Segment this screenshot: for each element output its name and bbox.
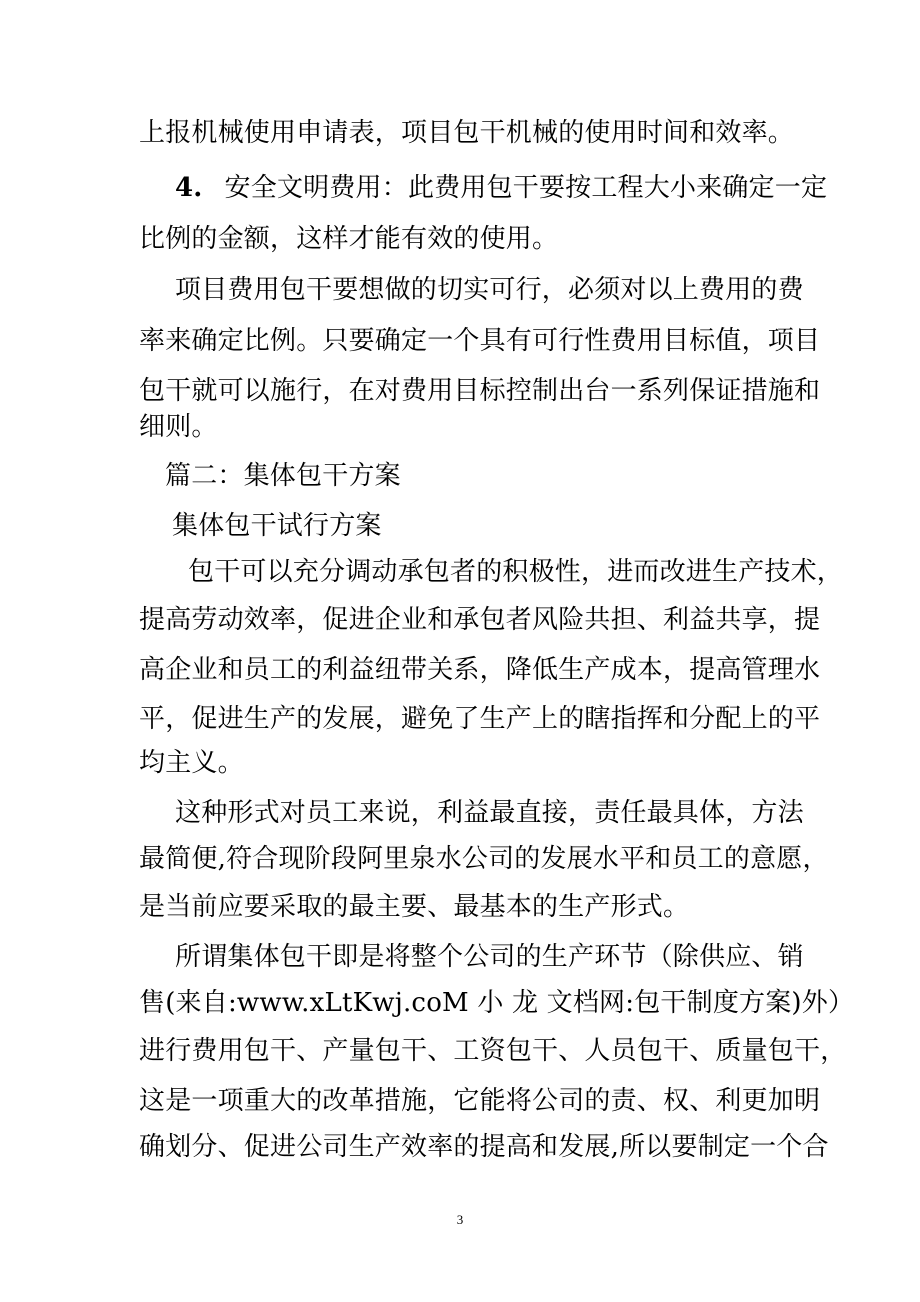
text-line: 上报机械使用申请表，项目包干机械的使用时间和效率。	[139, 118, 795, 148]
text-line: 细则。	[139, 412, 218, 442]
text-line: 均主义。	[139, 748, 244, 778]
text-line: 是当前应要采取的最主要、最基本的生产形式。	[139, 892, 690, 922]
text-line: 包干就可以施行，在对费用目标控制出台一系列保证措施和	[139, 376, 821, 406]
text-line: 所谓集体包干即是将整个公司的生产环节（除供应、销	[175, 942, 804, 972]
section-heading: 篇二：集体包干方案	[165, 461, 401, 491]
text-line: 最简便,符合现阶段阿里泉水公司的发展水平和员工的意愿，	[139, 844, 829, 874]
numbered-item	[175, 173, 827, 203]
section-subheading: 集体包干试行方案	[172, 511, 382, 541]
text-line: 平，促进生产的发展，避免了生产上的瞎指挥和分配上的平	[139, 704, 821, 734]
text-line: 进行费用包干、产量包干、工资包干、人员包干、质量包干，	[139, 1036, 847, 1066]
text-line: 售(来自:www.xLtKwj.coM 小 龙 文档网:包干制度方案)外）	[139, 988, 855, 1018]
text-line: 比例的金额，这样才能有效的使用。	[139, 224, 559, 254]
page-number: 3	[456, 1212, 464, 1227]
text-line: 率来确定比例。只要确定一个具有可行性费用目标值，项目	[139, 326, 821, 356]
text-line: 提高劳动效率，促进企业和承包者风险共担、利益共享，提	[139, 605, 821, 635]
text-line: 这是一项重大的改革措施，它能将公司的责、权、利更加明	[139, 1086, 821, 1116]
text-line: 安全文明费用：此费用包干要按工程大小来确定一定	[224, 173, 828, 203]
text-line: 高企业和员工的利益纽带关系，降低生产成本，提高管理水	[139, 655, 821, 685]
text-line: 这种形式对员工来说，利益最直接，责任最具体，方法	[175, 798, 804, 828]
text-line: 确划分、促进公司生产效率的提高和发展,所以要制定一个合	[139, 1132, 829, 1162]
text-line: 包干可以充分调动承包者的积极性，进而改进生产技术，	[188, 557, 844, 587]
text-line: 项目费用包干要想做的切实可行，必须对以上费用的费	[175, 275, 804, 305]
item-number: 4.	[175, 173, 203, 203]
